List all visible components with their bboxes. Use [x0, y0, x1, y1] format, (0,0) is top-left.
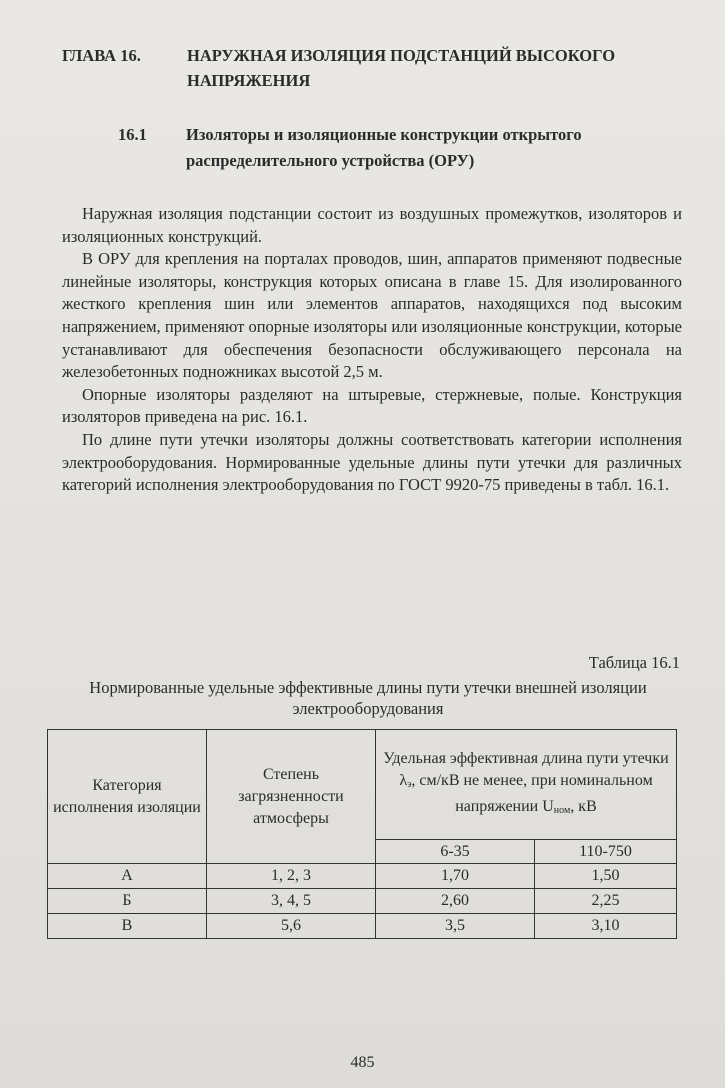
paragraph: В ОРУ для крепления на порталах проводов, шин, аппаратов применяют подвесные линейные изоляторы, конструкция которых описана в главе 15. Для изолированного жесткого крепления шин или элементов аппаратов, находящихся под высоким напряжением, применяют опорные изоляторы или изоляционные конструкции, которые устанавливают для обеспечения безопасности обслуживающего персонала на железобетонных подножниках высотой 2,5 м. [62, 249, 682, 382]
header-leakage-suffix: , кВ [570, 797, 597, 815]
body-text [62, 203, 682, 497]
table-row [48, 889, 677, 914]
cell-value-110-750: 3,10 [535, 914, 677, 939]
cell-value-110-750: 1,50 [535, 864, 677, 889]
chapter-title: НАРУЖНАЯ ИЗОЛЯЦИЯ ПОДСТАНЦИЙ ВЫСОКОГО НАПРЯЖЕНИЯ [187, 46, 616, 90]
table-label: Таблица 16.1 [588, 653, 680, 672]
section-number: 16.1 [118, 125, 147, 144]
u-subscript: ном [553, 804, 571, 816]
cell-pollution: 5,6 [207, 914, 376, 939]
chapter-heading [62, 43, 682, 93]
section-heading [118, 122, 698, 174]
cell-value-6-35: 1,70 [376, 864, 535, 889]
table-row [48, 914, 677, 939]
paragraph: По длине пути утечки изоляторы должны соответствовать категории исполнения электрооборудования. Нормированные удельные длины пути утечки для различных категорий исполнения электрооборудования по ГОСТ 9920-75 приведены в табл. 16.1. [62, 429, 682, 495]
section-title: Изоляторы и изоляционные конструкции открытого распределительного устройства (ОРУ) [186, 125, 582, 170]
header-pollution: Степень загрязненности атмосферы [207, 730, 376, 864]
norms-table [47, 729, 677, 939]
chapter-number: ГЛАВА 16. [62, 46, 141, 65]
cell-value-110-750: 2,25 [535, 889, 677, 914]
table-caption: Нормированные удельные эффективные длины пути утечки внешней изоляции электрооборудования [89, 678, 647, 718]
cell-pollution: 1, 2, 3 [207, 864, 376, 889]
paragraph: Опорные изоляторы разделяют на штыревые, стержневые, полые. Конструкция изоляторов приведена на рис. 16.1. [62, 384, 682, 427]
table-row [48, 864, 677, 889]
cell-category: В [48, 914, 207, 939]
lambda-subscript: э [407, 778, 412, 790]
header-leakage-length [376, 730, 677, 840]
page-number: 485 [350, 1054, 375, 1071]
paragraph: Наружная изоляция подстанции состоит из воздушных промежутков, изоляторов и изоляционных конструкций. [62, 204, 682, 246]
cell-category: Б [48, 889, 207, 914]
header-leakage-mid: , см/кВ не менее, при номинальном напряжении U [411, 771, 653, 815]
header-range-110-750: 110-750 [535, 840, 677, 864]
cell-value-6-35: 2,60 [376, 889, 535, 914]
header-category: Категория исполнения изоляции [48, 730, 207, 864]
cell-pollution: 3, 4, 5 [207, 889, 376, 914]
header-leakage-prefix: Удельная эффективная длина пути утечки λ [383, 749, 669, 789]
cell-value-6-35: 3,5 [376, 914, 535, 939]
header-range-6-35: 6-35 [376, 840, 535, 864]
cell-category: А [48, 864, 207, 889]
